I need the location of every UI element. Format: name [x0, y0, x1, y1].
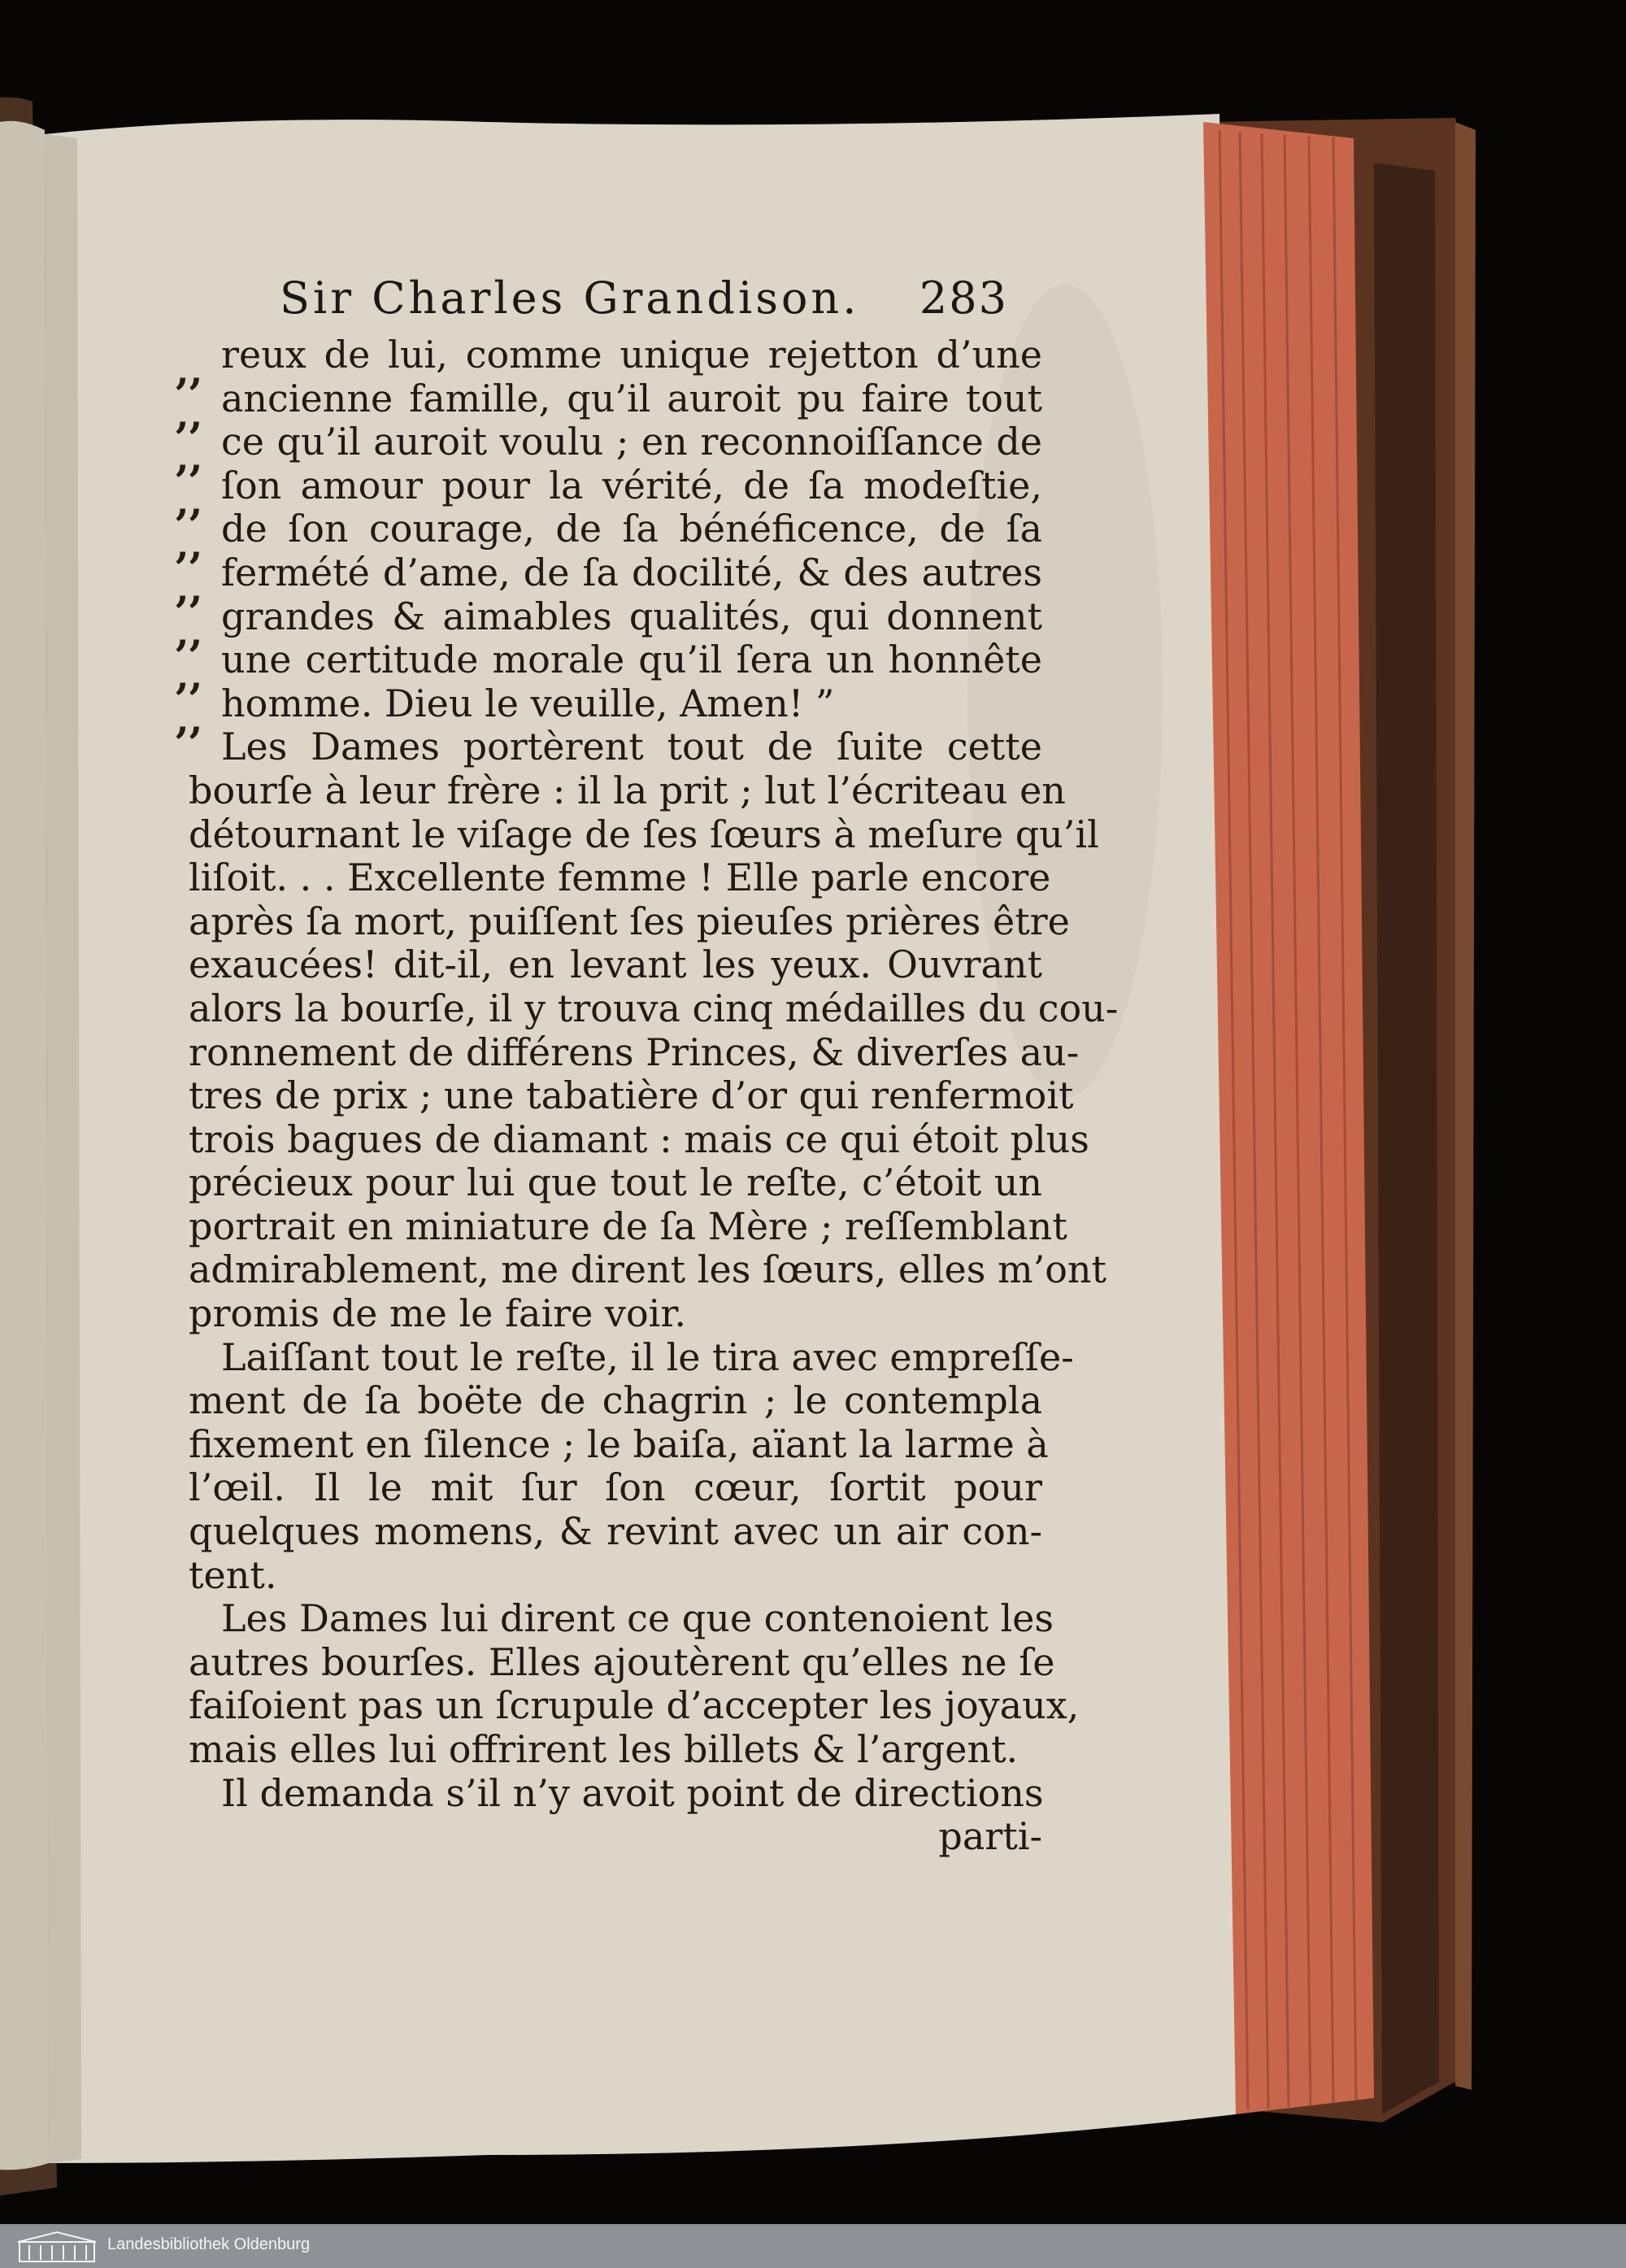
text-line: l’œil. Il le mit ſur ſon cœur, ſortit pour — [189, 1465, 1042, 1510]
quote-mark: ,, — [176, 348, 203, 394]
text-line: portrait en miniature de ſa Mère ; reſſemblant — [189, 1204, 1067, 1248]
text-line: Les Dames portèrent tout de ſuite cette — [221, 725, 1042, 769]
text-line: fermété d’ame, de ſa docilité, & des autres — [221, 550, 1042, 594]
text-line: une certitude morale qu’il ſera un honnête — [221, 638, 1042, 682]
text-line: bourſe à leur frère : il la prit ; lut l’écriteau en — [189, 768, 1066, 812]
text-line: quelques momens, & revint avec un air con- — [189, 1509, 1042, 1554]
text-line: faiſoient pas un ſcrupule d’accepter les joyaux, — [189, 1683, 1080, 1728]
running-head — [268, 272, 1024, 329]
text-line: fixement en ſilence ; le baiſa, aïant la larme à — [189, 1421, 1049, 1466]
text-line: exaucées! dit-il, en levant les yeux. Ouvrant — [189, 942, 1042, 987]
text-line: tres de prix ; une tabatière d’or qui renfermoit — [189, 1073, 1074, 1118]
body-text — [189, 333, 1119, 1859]
text-line: mais elles lui offrirent les billets & l’argent. — [189, 1727, 1019, 1771]
text-line: ce qu’il auroit voulu ; en reconnoiſſance de — [221, 420, 1042, 464]
quote-mark: ,, — [176, 522, 203, 568]
text-line: grandes & aimables qualités, qui donnent — [221, 594, 1042, 638]
text-line: précieux pour lui que tout le reſte, c’étoit un — [189, 1160, 1042, 1205]
quote-mark: ,, — [176, 696, 203, 742]
quote-mark: ,, — [176, 391, 203, 437]
text-line: autres bourſes. Elles ajoutèrent qu’elles ne ſe — [189, 1639, 1055, 1684]
text-line: alors la bourſe, il y trouva cinq médailles du cou- — [189, 986, 1119, 1030]
text-line: tent. — [189, 1552, 277, 1597]
quote-mark: ,, — [176, 653, 203, 699]
quote-mark: ,, — [176, 609, 203, 655]
text-line: reux de lui, comme unique rejetton d’une — [221, 333, 1042, 377]
footer-bar — [0, 2224, 1626, 2268]
text-line: promis de me le faire voir. — [189, 1291, 686, 1336]
text-line: ronnement de différens Princes, & diverſes au- — [189, 1030, 1080, 1074]
library-building-icon — [16, 2231, 98, 2263]
text-line: de ſon courage, de ſa bénéficence, de ſa — [221, 507, 1042, 551]
text-line: homme. Dieu le veuille, Amen! ” — [221, 681, 835, 725]
text-line: liſoit. . . Excellente femme ! Elle parle encore — [189, 855, 1051, 900]
text-line: Les Dames lui dirent ce que contenoient les — [221, 1596, 1054, 1641]
book-title: Sir Charles Grandison. — [280, 272, 860, 324]
quote-mark: ,, — [176, 478, 203, 525]
quote-mark: ,, — [176, 565, 203, 612]
page-number: 283 — [919, 272, 1008, 324]
library-label: Landesbibliothek Oldenburg — [107, 2235, 311, 2253]
text-line: ſon amour pour la vérité, de ſa modeſtie, — [221, 463, 1042, 507]
text-line: ment de ſa boëte de chagrin ; le contempla — [189, 1378, 1042, 1423]
quote-mark: ,, — [176, 435, 203, 481]
text-line: Laiſſant tout le reſte, il le tira avec empreſſe- — [221, 1334, 1074, 1379]
catchword: parti- — [938, 1814, 1042, 1859]
text-line: Il demanda s’il n’y avoit point de directions — [221, 1770, 1044, 1815]
text-line: détournant le viſage de ſes ſœurs à meſure qu’il — [189, 812, 1099, 856]
text-line: admirablement, me dirent les ſœurs, elles m’ont — [189, 1247, 1107, 1292]
text-line: ancienne famille, qu’il auroit pu faire tout — [221, 376, 1042, 420]
text-line: trois bagues de diamant : mais ce qui étoit plus — [189, 1117, 1089, 1161]
text-line: après ſa mort, puiſſent ſes pieuſes prières être — [189, 899, 1070, 943]
